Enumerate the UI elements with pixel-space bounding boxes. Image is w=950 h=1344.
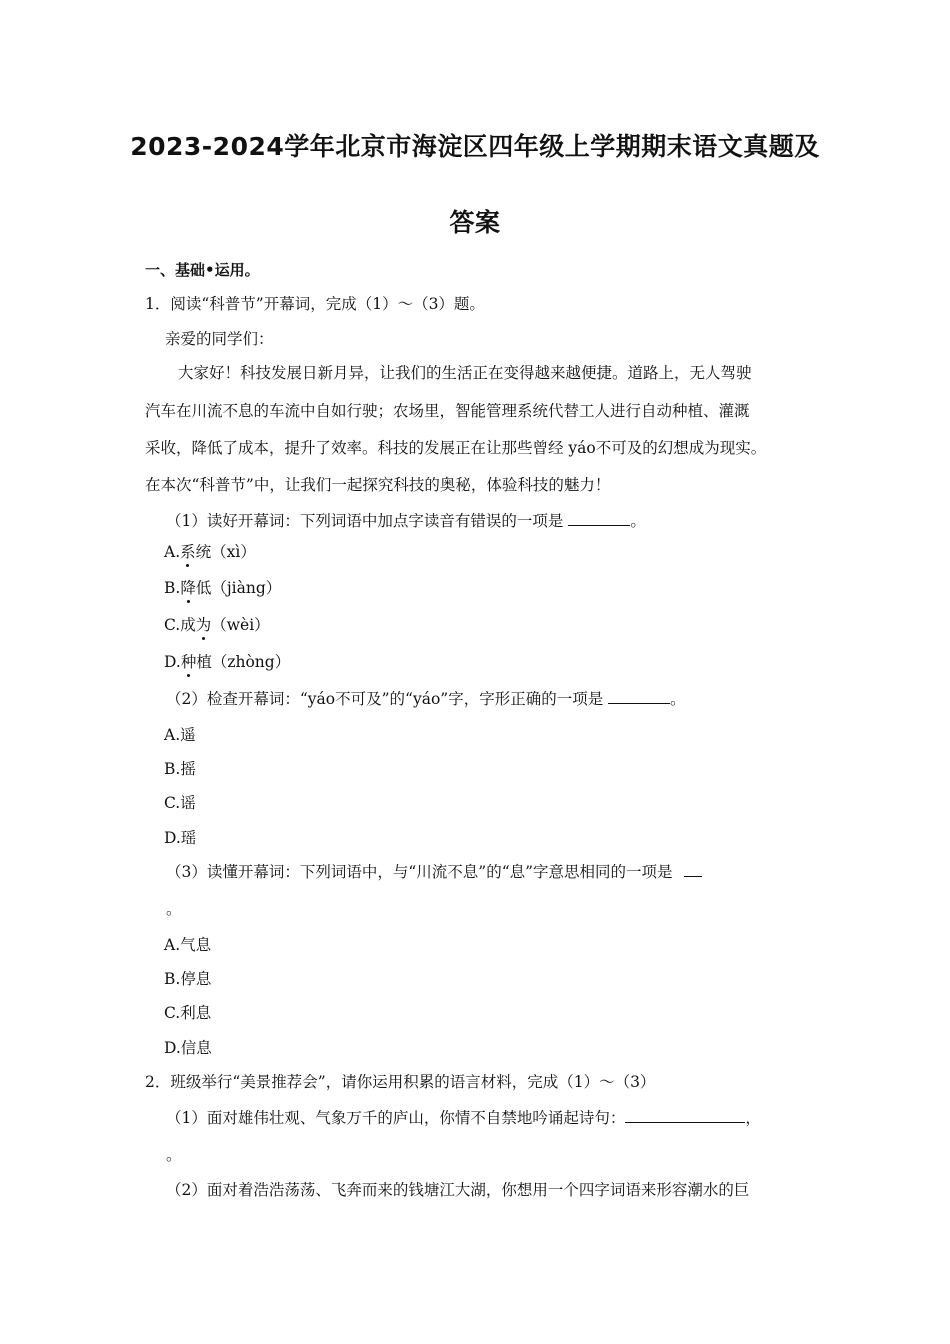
option-text: （wèi）: [211, 616, 270, 634]
question-2-stem: 2．班级举行“美景推荐会”，请你运用积累的语言材料，完成（1）～（3）: [145, 1073, 656, 1091]
option-letter: C.: [164, 616, 181, 634]
option-text: 统（xì）: [195, 543, 256, 561]
option-c: C.谣: [164, 794, 196, 812]
option-b: [164, 578, 281, 598]
option-d: D.信息: [164, 1039, 212, 1057]
sub-question-stem: （2）检查开幕词：“yáo不可及”的“yáo”字，字形正确的一项是: [166, 690, 604, 708]
sub-question-end: 。: [630, 512, 646, 530]
answer-blank[interactable]: [625, 1108, 745, 1123]
question-1-stem: 1．阅读“科普节”开幕词，完成（1）～（3）题。: [145, 295, 485, 313]
option-b: B.摇: [164, 760, 196, 778]
answer-blank[interactable]: [568, 511, 630, 526]
answer-blank[interactable]: [684, 862, 702, 877]
option-letter: B.: [164, 579, 181, 597]
option-a: A.遥: [164, 726, 196, 744]
option-d: D.瑶: [164, 829, 197, 847]
passage-line-3: 采收，降低了成本，提升了效率。科技的发展正在让那些曾经 yáo不可及的幻想成为现实。: [145, 439, 767, 457]
sub-question-1-3: [166, 862, 702, 882]
option-c: [164, 615, 270, 635]
emphasized-char: 系: [180, 543, 196, 561]
option-c: C.利息: [164, 1004, 212, 1022]
option-a: A.气息: [164, 936, 212, 954]
passage-greeting: 亲爱的同学们：: [165, 330, 274, 348]
sub-question-1-2: [166, 689, 686, 709]
comma: ，: [745, 1109, 761, 1127]
option-d: [164, 652, 290, 672]
option-letter: D.: [164, 653, 181, 671]
document-title-line-1: 2023-2024学年北京市海淀区四年级上学期期末语文真题及: [130, 132, 820, 161]
sub-question-stem: （3）读懂开幕词：下列词语中，与“川流不息”的“息”字意思相同的一项是: [166, 863, 673, 881]
emphasized-char: 种: [180, 653, 197, 671]
section-heading: 一、基础•运用。: [145, 261, 260, 279]
document-title-line-2: 答案: [449, 208, 501, 237]
sub-question-end: 。: [670, 690, 686, 708]
passage-line-4: 在本次“科普节”中，让我们一起探究科技的奥秘，体验科技的魅力！: [145, 476, 611, 494]
passage-line-1: 大家好！科技发展日新月异，让我们的生活正在变得越来越便捷。道路上，无人驾驶: [178, 364, 752, 382]
option-b: B.停息: [164, 970, 212, 988]
sub-question-2-1: [166, 1108, 761, 1128]
sub-question-end: 。: [166, 900, 182, 918]
option-letter: A.: [164, 543, 181, 561]
emphasized-char: 为: [195, 616, 212, 634]
sub-question-stem: （1）读好开幕词：下列词语中加点字读音有错误的一项是: [166, 512, 564, 530]
answer-blank[interactable]: [608, 689, 670, 704]
emphasized-char: 降: [180, 579, 196, 597]
option-text: 植（zhòng）: [196, 653, 291, 671]
option-text: 低（jiàng）: [195, 579, 282, 597]
passage-line-2: 汽车在川流不息的车流中自如行驶；农场里，智能管理系统代替工人进行自动种植、灌溉: [145, 402, 750, 420]
sub-question-stem: （1）面对雄伟壮观、气象万千的庐山，你情不自禁地吟诵起诗句：: [166, 1109, 626, 1127]
sub-question-1-1: [166, 511, 646, 531]
sub-question-end: 。: [166, 1146, 182, 1164]
option-text: 成: [180, 616, 196, 634]
option-a: [164, 542, 256, 562]
sub-question-2-2: （2）面对着浩浩荡荡、飞奔而来的钱塘江大湖，你想用一个四字词语来形容潮水的巨: [166, 1181, 750, 1199]
